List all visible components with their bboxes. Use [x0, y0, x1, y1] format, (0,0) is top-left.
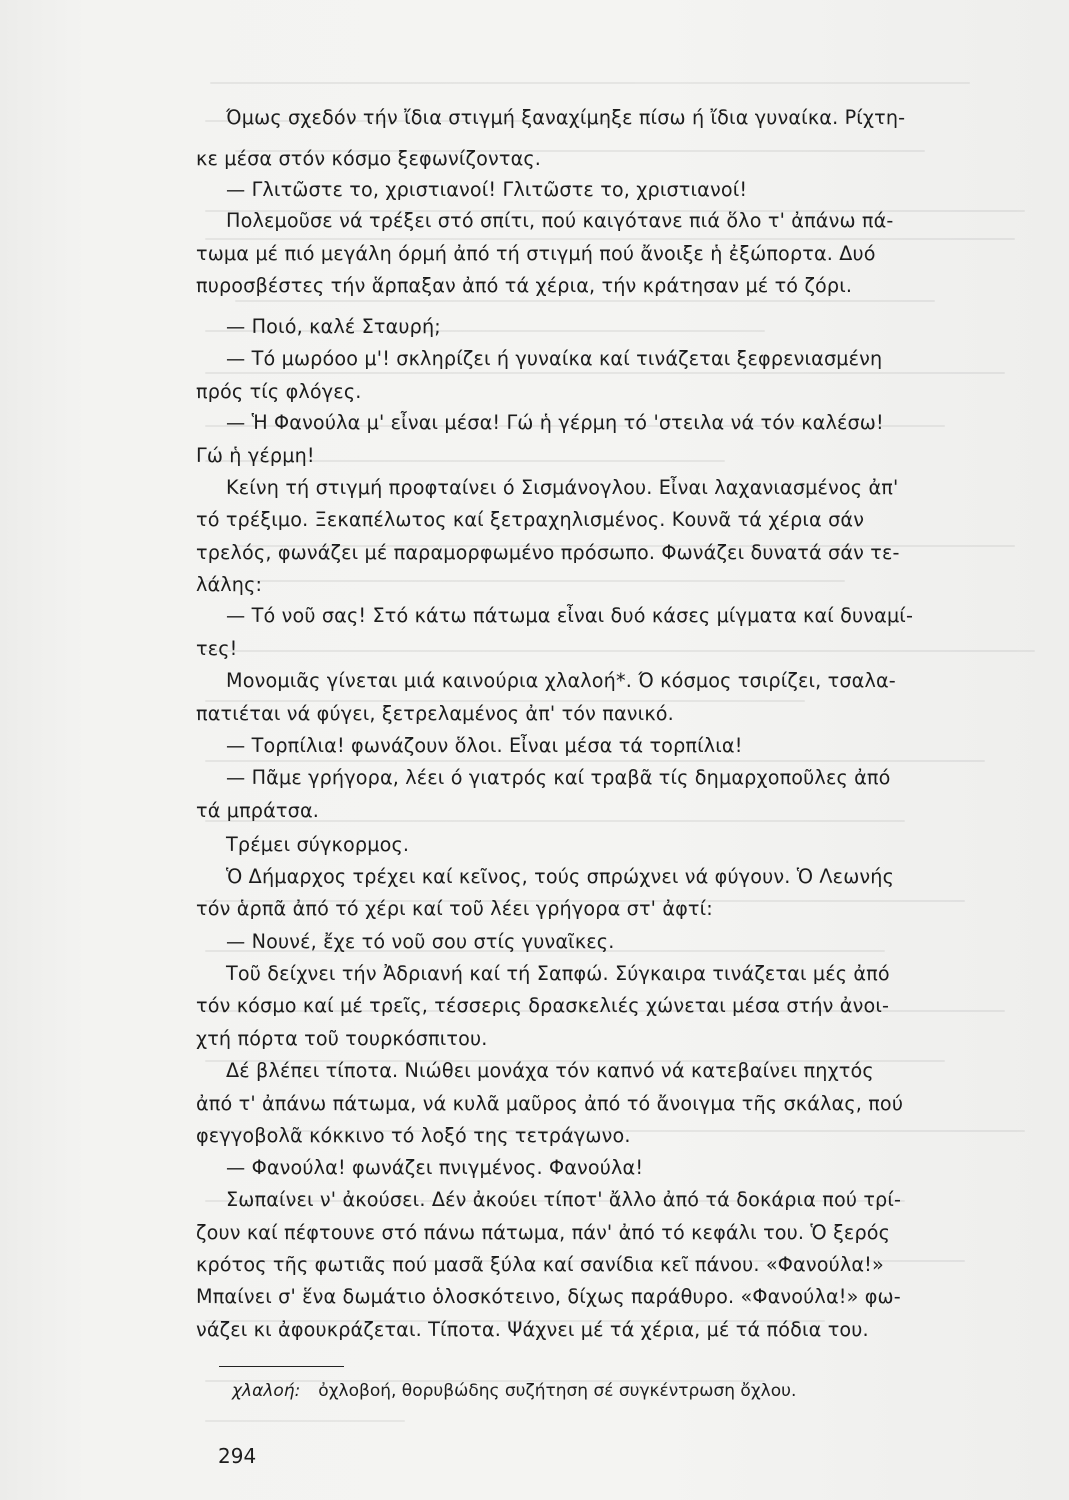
text-line: τόν κόσμο καί μέ τρεῖς, τέσσερις δρασκελιές χώνεται μέσα στήν ἀνοι- — [196, 994, 890, 1017]
text-line: τό τρέξιμο. Ξεκαπέλωτος καί ξετραχηλισμένος. Κουνᾶ τά χέρια σάν — [196, 508, 865, 531]
text-line: λάλης: — [196, 573, 263, 596]
text-line: Γώ ἡ γέρμη! — [196, 444, 315, 467]
text-line: — Γλιτῶστε το, χριστιανοί! Γλιτῶστε το, χριστιανοί! — [226, 178, 748, 201]
text-line: τά μπράτσα. — [196, 799, 319, 822]
text-line: φεγγοβολᾶ κόκκινο τό λοξό της τετράγωνο. — [196, 1124, 631, 1147]
text-line: — Τό νοῦ σας! Στό κάτω πάτωμα εἶναι δυό κάσες μίγματα καί δυναμί- — [226, 604, 914, 627]
footnote-definition: ὀχλοβοή, θορυβώδης συζήτηση σέ συγκέντρωση ὄχλου. — [318, 1381, 797, 1401]
text-line: — Ἡ Φανούλα μ' εἶναι μέσα! Γώ ἡ γέρμη τό 'στειλα νά τόν καλέσω! — [226, 411, 884, 434]
text-line: τωμα μέ πιό μεγάλη όρμή ἀπό τή στιγμή πού ἄνοιξε ἡ ἐξώπορτα. Δυό — [196, 242, 876, 265]
text-line: Τοῦ δείχνει τήν Ἀδριανή καί τή Σαπφώ. Σύγκαιρα τινάζεται μές ἀπό — [226, 962, 890, 985]
text-line: Μπαίνει σ' ἕνα δωμάτιο ὁλοσκότεινο, δίχως παράθυρο. «Φανούλα!» φω- — [196, 1285, 901, 1308]
text-line: τες! — [196, 637, 238, 660]
text-line: — Ποιό, καλέ Σταυρή; — [226, 315, 441, 338]
text-line: Ὁ Δήμαρχος τρέχει καί κεῖνος, τούς σπρώχνει νά φύγουν. Ὁ Λεωνής — [226, 865, 895, 888]
text-line: Σωπαίνει ν' ἀκούσει. Δέν ἀκούει τίποτ' ἄλλο ἀπό τά δοκάρια πού τρί- — [226, 1188, 902, 1211]
text-line: Μονομιᾶς γίνεται μιά καινούρια χλαλοή*. Ό κόσμος τσιρίζει, τσαλα- — [226, 669, 896, 692]
text-line: — Πᾶμε γρήγορα, λέει ό γιατρός καί τραβᾶ τίς δημαρχοποῦλες ἀπό — [226, 766, 891, 789]
text-line: ἀπό τ' ἀπάνω πάτωμα, νά κυλᾶ μαῦρος ἀπό τό ἄνοιγμα τῆς σκάλας, πού — [196, 1092, 904, 1115]
text-line: Κείνη τή στιγμή προφταίνει ό Σισμάνογλου. Εἶναι λαχανιασμένος ἀπ' — [226, 476, 899, 499]
text-line: — Φανούλα! φωνάζει πνιγμένος. Φανούλα! — [226, 1156, 644, 1179]
footnote-divider — [219, 1366, 344, 1367]
text-line: ζουν καί πέφτουνε στό πάνω πάτωμα, πάν' ἀπό τό κεφάλι του. Ὁ ξερός — [196, 1221, 891, 1244]
page-number: 294 — [218, 1444, 257, 1468]
text-line: κε μέσα στόν κόσμο ξεφωνίζοντας. — [196, 147, 542, 170]
text-line: νάζει κι ἀφουκράζεται. Τίποτα. Ψάχνει μέ τά χέρια, μέ τά πόδια του. — [196, 1318, 869, 1341]
text-line: πρός τίς φλόγες. — [196, 380, 362, 403]
text-line: Πολεμοῦσε νά τρέξει στό σπίτι, πού καιγότανε πιά ὅλο τ' ἀπάνω πά- — [226, 209, 894, 232]
text-line: — Τό μωρόοο μ'! σκληρίζει ή γυναίκα καί τινάζεται ξεφρενιασμένη — [226, 347, 883, 370]
text-line: Όμως σχεδόν τήν ἴδια στιγμή ξαναχίμηξε πίσω ή ἴδια γυναίκα. Ρίχτη- — [226, 106, 906, 129]
text-line: — Τορπίλια! φωνάζουν ὅλοι. Εἶναι μέσα τά τορπίλια! — [226, 734, 743, 757]
text-line: χτή πόρτα τοῦ τουρκόσπιτου. — [196, 1027, 488, 1050]
footnote — [232, 1376, 796, 1406]
text-line: τόν ἁρπᾶ ἀπό τό χέρι καί τοῦ λέει γρήγορα στ' ἀφτί: — [196, 897, 713, 920]
text-line: Δέ βλέπει τίποτα. Νιώθει μονάχα τόν καπνό νά κατεβαίνει πηχτός — [226, 1059, 874, 1082]
footnote-term: χλαλοή: — [232, 1381, 301, 1401]
text-line: — Νουνέ, ἔχε τό νοῦ σου στίς γυναῖκες. — [226, 930, 615, 953]
text-line: κρότος τῆς φωτιᾶς πού μασᾶ ξύλα καί σανίδια κεῖ πάνου. «Φανούλα!» — [196, 1253, 884, 1276]
text-line: Τρέμει σύγκορμος. — [226, 833, 410, 856]
text-line: τρελός, φωνάζει μέ παραμορφωμένο πρόσωπο. Φωνάζει δυνατά σάν τε- — [196, 541, 900, 564]
text-line: πυροσβέστες τήν ἅρπαξαν ἀπό τά χέρια, τήν κράτησαν μέ τό ζόρι. — [196, 274, 853, 297]
text-line: πατιέται νά φύγει, ξετρελαμένος ἀπ' τόν πανικό. — [196, 702, 674, 725]
